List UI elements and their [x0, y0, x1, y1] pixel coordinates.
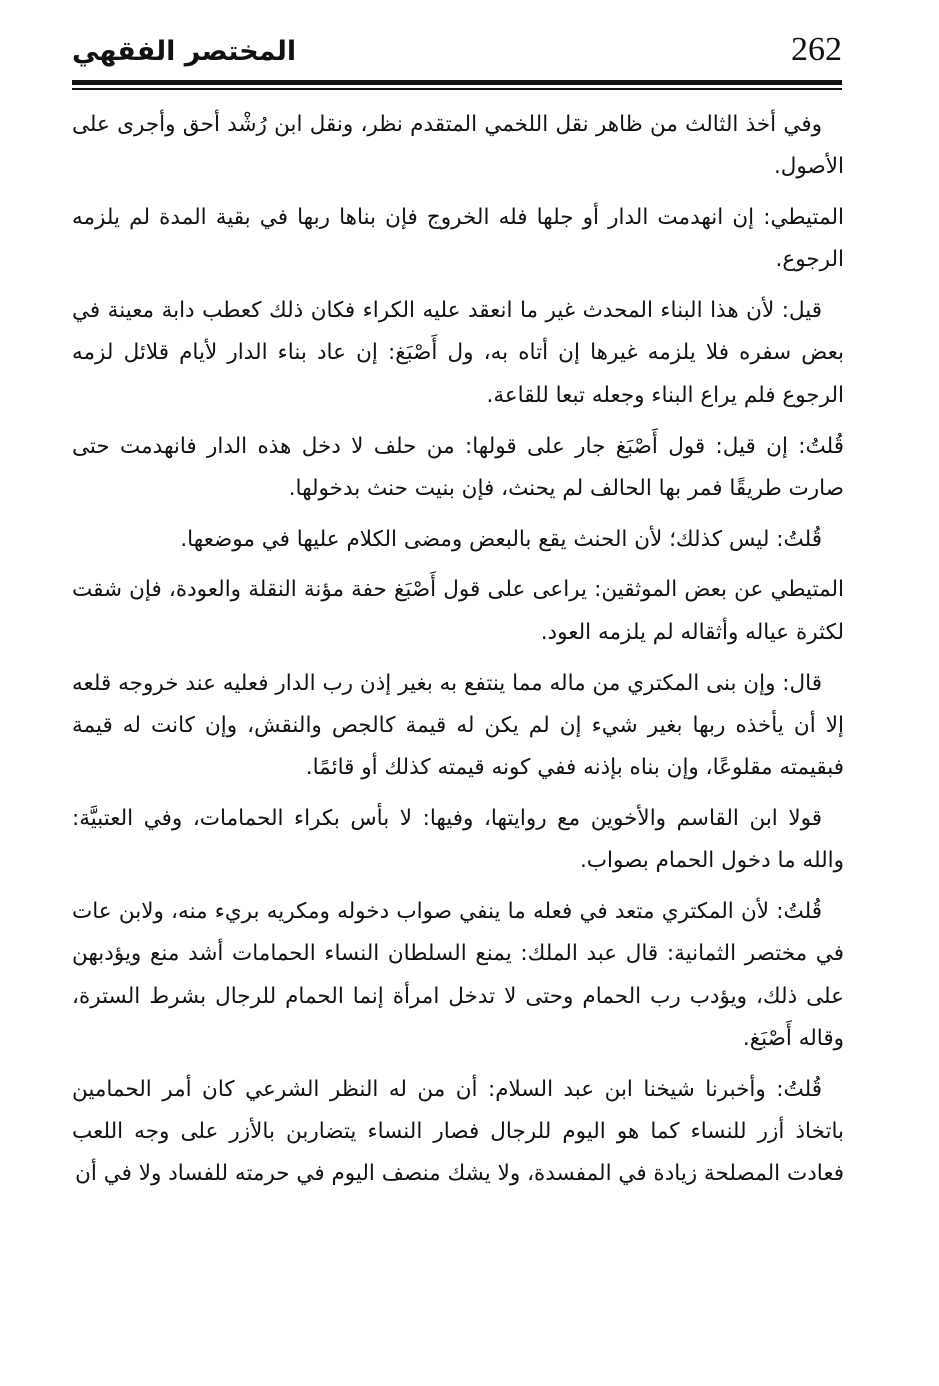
page-header	[72, 28, 842, 80]
paragraph-8: قولا ابن القاسم والأخوين مع روايتها، وفيها: لا بأس بكراء الحمامات، وفي العتبيَّة: والله ما دخول الحمام بصواب.	[72, 805, 844, 874]
header-rule-thin	[72, 88, 842, 90]
paragraph-1: وفي أخذ الثالث من ظاهر نقل اللخمي المتقدم نظر، ونقل ابن رُشْد أحق وأجرى على الأصول.	[72, 112, 844, 180]
main-text	[72, 104, 844, 1204]
header-rule-thick	[72, 80, 842, 85]
paragraph-2: المتيطي: إن انهدمت الدار أو جلها فله الخروج فإن بناها ربها في بقية المدة لم يلزمه الرجوع.	[72, 205, 844, 273]
book-title: المختصر الفقهي	[72, 36, 297, 67]
page-number: 262	[791, 31, 842, 68]
paragraph-5: قُلتُ: ليس كذلك؛ لأن الحنث يقع بالبعض ومضى الكلام عليها في موضعها.	[180, 526, 822, 552]
paragraph-6: المتيطي عن بعض الموثقين: يراعى على قول أَصْبَغ حفة مؤنة النقلة والعودة، فإن شقت لكثرة عياله وأثقاله لم يلزمه العود.	[72, 577, 844, 645]
paragraph-9: قُلتُ: لأن المكتري متعد في فعله ما ينفي صواب دخوله ومكريه بريء منه، ولابن عات في مختصر الثمانية: قال عبد الملك: يمنع السلطان النساء الحمامات أشد منع ويؤدبهن على ذلك، ويؤدب رب الحمام وحتى لا تدخل امرأة إنما الحمام للرجال بشرط السترة، وقاله أَصْبَغ.	[72, 899, 844, 1051]
paragraph-7: قال: وإن بنى المكتري من ماله مما ينتفع به بغير إذن رب الدار فعليه عند خروجه قلعه إلا أن يأخذه ربها بغير شيء إن لم يكن له قيمة كالجص والنقش، وإن كانت له قيمة فبقيمته مقلوعًا، وإن بناه بإذنه ففي كونه قيمته كذلك أو قائمًا.	[72, 670, 844, 781]
paragraph-3: قيل: لأن هذا البناء المحدث غير ما انعقد عليه الكراء فكان ذلك كعطب دابة معينة في بعض سفره فلا يلزمه غيرها إن أتاه به، ول أَصْبَغ: إن عاد بناء الدار لأيام قلائل لزمه الرجوع فلم يراع البناء وجعله تبعا للقاعة.	[72, 298, 844, 408]
paragraph-4: قُلتُ: إن قيل: قول أَصْبَغ جار على قولها: من حلف لا دخل هذه الدار فانهدمت حتى صارت طريقًا فمر بها الحالف لم يحنث، فإن بنيت حنث بدخولها.	[72, 433, 844, 501]
paragraph-10: قُلتُ: وأخبرنا شيخنا ابن عبد السلام: أن من له النظر الشرعي كان أمر الحمامين باتخاذ أزر للنساء كما هو اليوم للرجال فصار النساء يتضاربن بالأزر على وجه اللعب فعادت المصلحة زيادة في المفسدة، ولا يشك منصف اليوم في حرمته للفساد ولا في أن	[72, 1076, 844, 1187]
